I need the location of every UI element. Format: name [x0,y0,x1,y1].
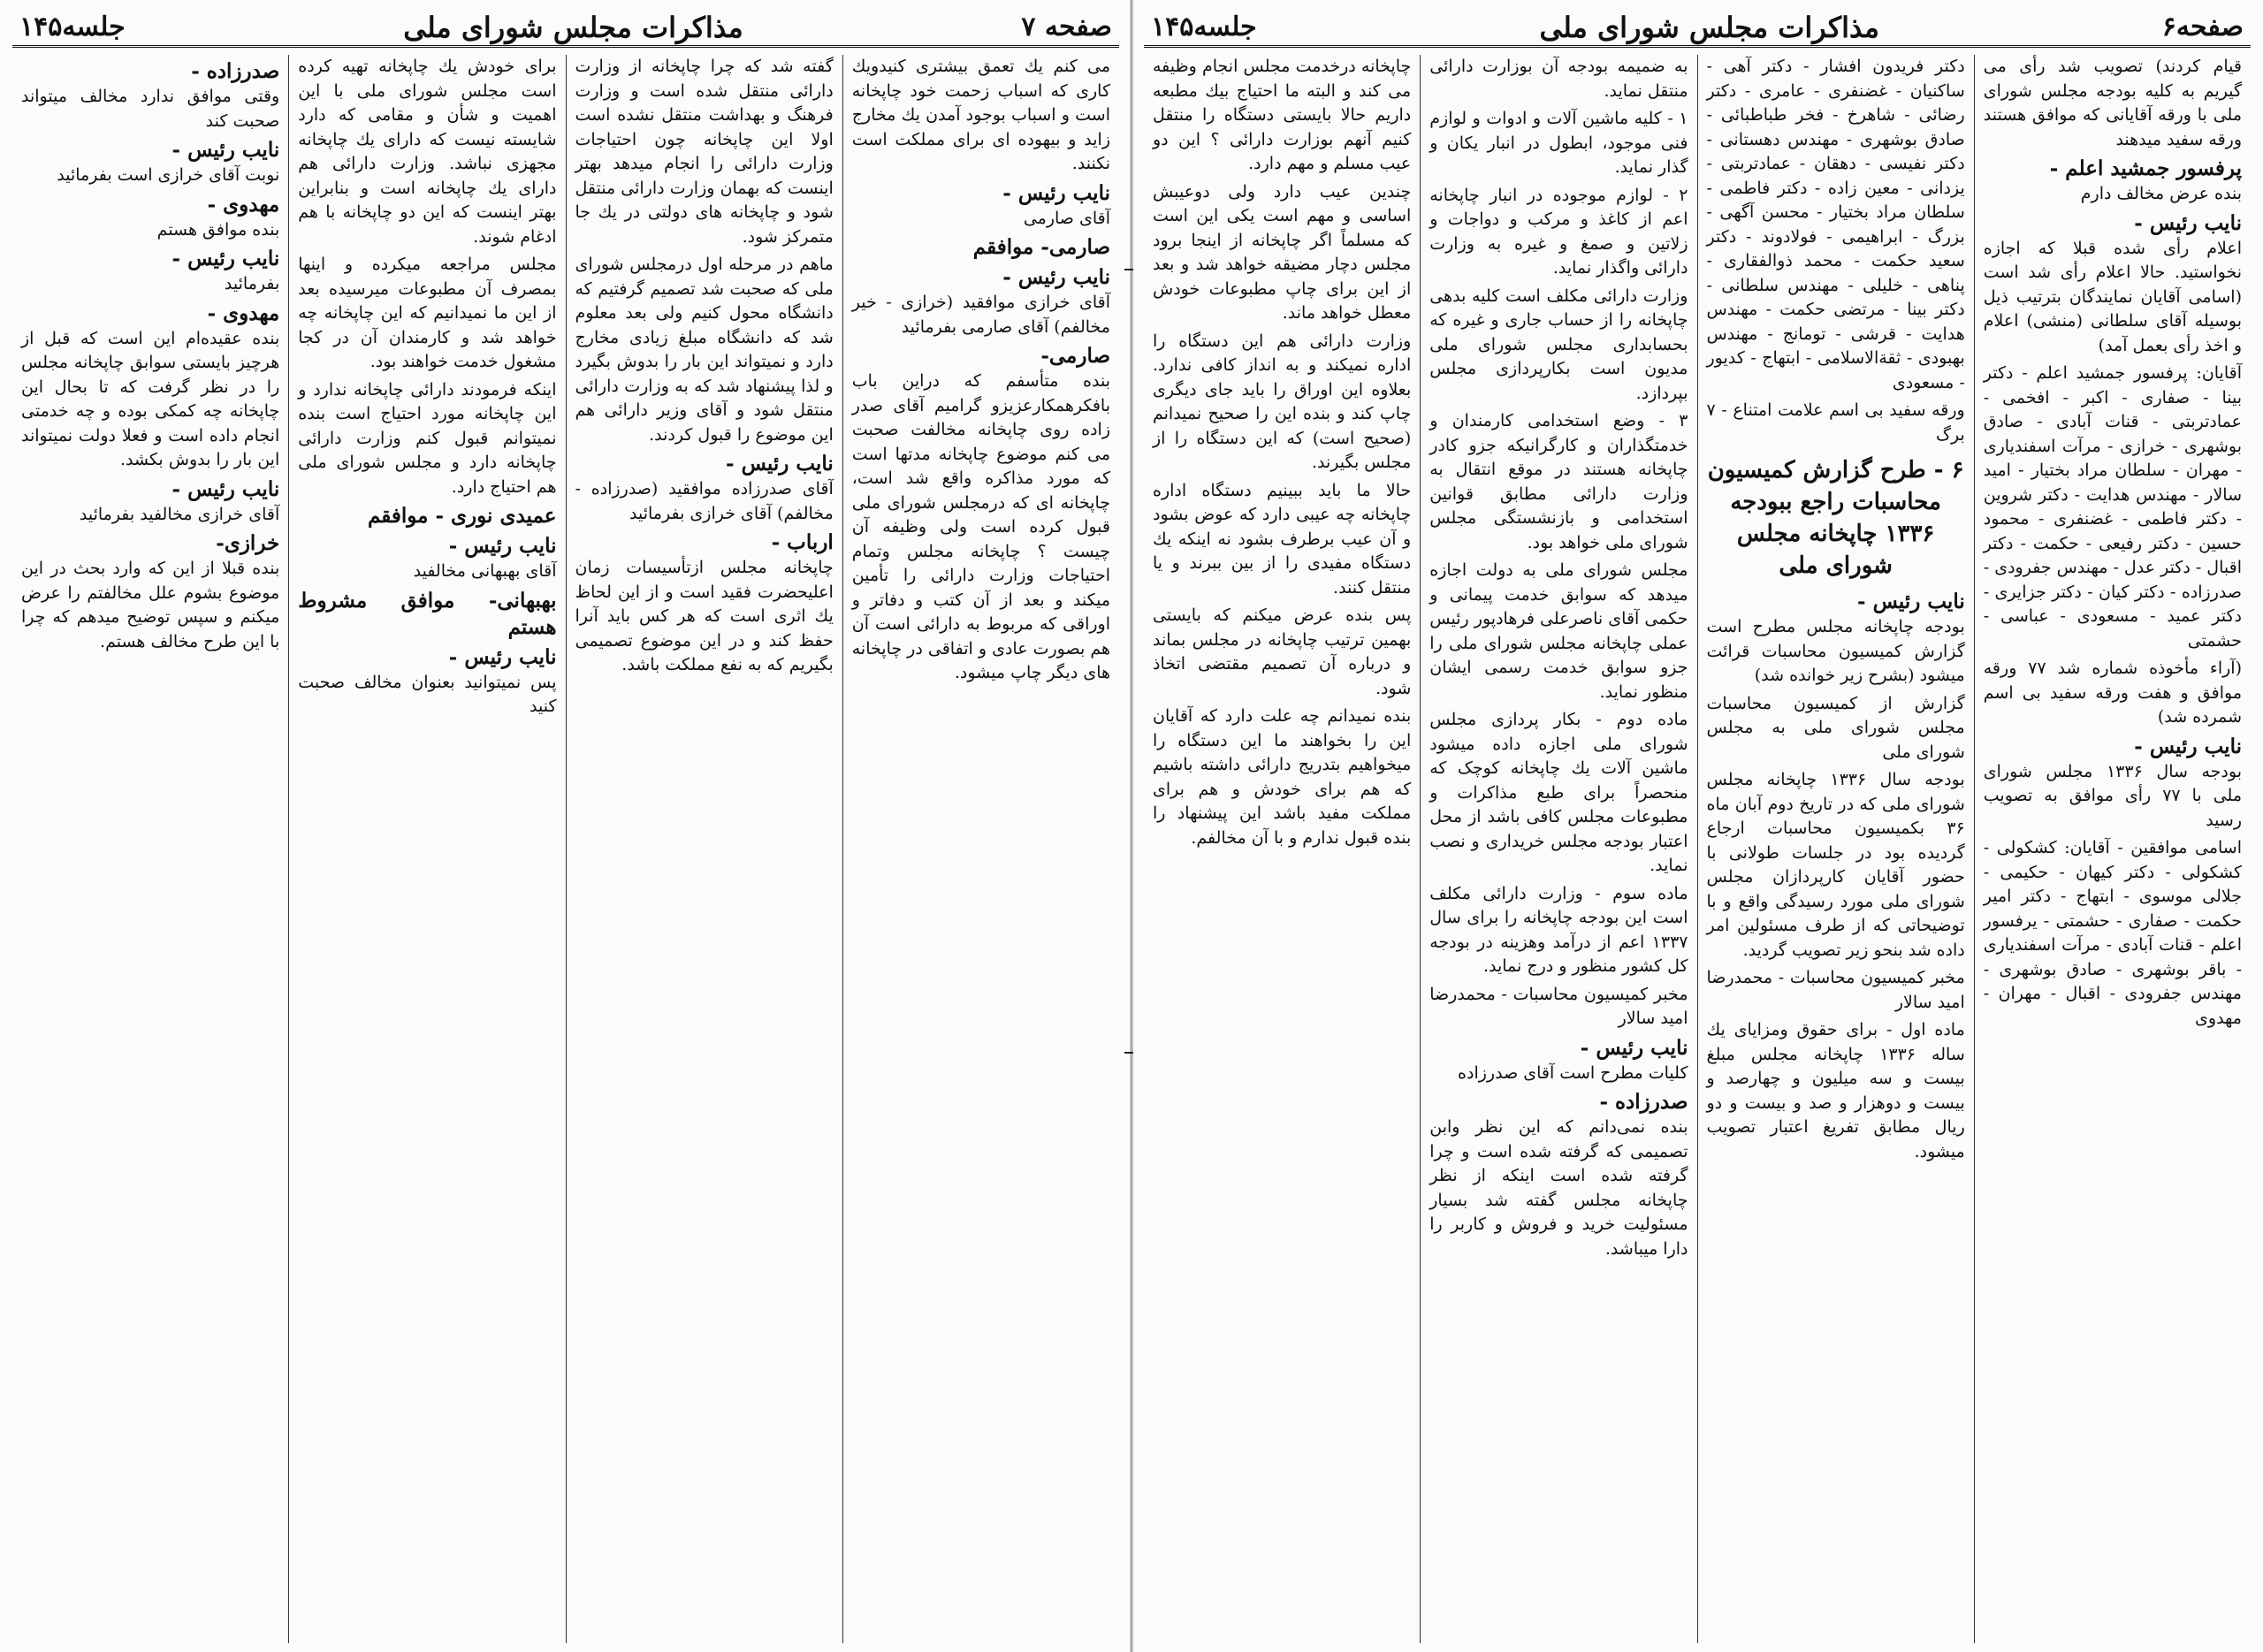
paragraph: پس بنده عرض میکنم که بایستی بهمین ترتیب چاپخانه در مجلس بماند و درباره آن تصمیم مقتضی اتخاذ شود. [1153,605,1412,698]
paragraph: وزارت دارائی هم این دستگاه را اداره نمیکند و به انداز کافی ندارد. بعلاوه این اوراق را باید جای دیگری چاپ کند و بنده این را صحیح نمیدانم (صحیح است) که این دستگاه را از مجلس بگیرند. [1153,331,1412,472]
paragraph: بنده نمیدانم چه علت دارد که آقایان این را بخواهند ما این دستگاه را میخواهیم بتدریج دارائی داشته باشیم که هم برای خودش و هم برای مملکت مفید باشد این پیشنهاد را بنده قبول ندارم و با آن مخالفم. [1153,706,1412,848]
paragraph: می کنم یك تعمق بیشتری کنیدویك کاری که اسباب زحمت خود چاپخانه است و اسباب بوجود آمدن یك مخارج زاید و بیهوده ای برای مملکت است نکنند. [851,57,1110,173]
speaker-name: نایب رئیس - [1580,1035,1688,1060]
paragraph: اینکه فرمودند دارائی چاپخانه ندارد و این چاپخانه مورد احتیاج است بنده نمیتوانم قبول کنم وزارت دارائی چاپخانه دارد و مجلس شورای ملی هم احتیاج دارد. [298,379,557,497]
paragraph: بنده نمی‌دانم که این نظر وابن تصمیمی که گرفته شده است و چرا گرفته شده است اینکه از نظر چاپخانه مجلس گفته شد بسیار مسئولیت خرید و فروش و کاربر را دارا میباشد. [1429,1117,1688,1259]
paragraph: کلیات مطرح است آقای صدرزاده [1458,1062,1688,1083]
paragraph: وزارت دارائی مکلف است کلیه بدهی چاپخانه را از حساب جاری و غیره که بحسابداری مجلس شورای ملی مدیون است بکارپردازی مجلس بپردازد. [1429,285,1688,403]
left-page-number: صفحه ۷ [1021,11,1112,42]
paragraph: ۲ - لوازم موجوده در انبار چاپخانه اعم از کاغذ و مرکب و دواجات و زلاتین و صمغ و غیره به وزارت دارائی واگذار نماید. [1429,185,1688,278]
paragraph: ماده سوم - وزارت دارائی مکلف است این بودجه چاپخانه را برای سال ۱۳۳۷ اعم از درآمد وهزینه در بودجه کل کشور منظور و درج نماید. [1429,883,1688,976]
paragraph: اعلام رأی شده قبلا که اجازه نخواستید. حالا اعلام رأی شد است (اسامی آقایان نمایندگان بترتیب ذیل بوسیله آقای سلطانی (منشی) اعلام و اخذ رأی بعمل آمد) [1983,238,2242,355]
speaker-name: نایب رئیس - [448,644,557,669]
speaker-name: نایب رئیس - [2134,734,2242,758]
paragraph: آقای صارمی [1023,208,1110,228]
speaker-name: صارمی- موافقم [972,235,1110,259]
right-column-4 [1144,55,1420,1643]
paragraph: ماده اول - برای حقوق ومزایای یك ساله ۱۳۳۶ چاپخانه مجلس مبلغ بیست و سه میلیون و چهارصد و بیست و دوهزار و صد و بیست و دو ریال مطابق تفریغ اعتبار تصویب میشود. [1706,1020,1965,1161]
paragraph: ۳ - وضع استخدامی کارمندان و خدمتگذاران و کارگرانیکه جزو کادر چاپخانه هستند در موقع انتقال به وزارت دارائی مطابق قوانین استخدامی و بازنشستگی مجلس شورای ملی خواهد بود. [1429,411,1688,552]
section-heading: ۶ - طرح گزارش کمیسیون محاسبات راجع ببودجه ۱۳۳۶ چاپخانه مجلس شورای ملی [1707,457,1964,579]
paragraph: آقای خرازی مخالفید بفرمائید [79,504,280,524]
paragraph: آقای بهبهانی مخالفید [413,561,557,581]
paragraph: به ضمیمه بودجه آن بوزارت دارائی منتقل نماید. [1429,57,1688,101]
paragraph: آقای صدرزاده موافقید (صدرزاده - مخالفم) آقای خرازی بفرمائید [575,479,834,523]
paragraph: برای خودش یك چاپخانه تهیه کرده است مجلس شورای ملی با این اهمیت و شأن و مقامی که دارد شایسته نیست که دارای یك چاپخانه مجهزی نباشد. وزارت دارائی هم دارای یك چاپخانه است و بنابراین بهتر اینست که این دو چاپخانه با هم ادغام شوند. [298,57,557,247]
paragraph: چندین عیب دارد ولی دوعیبش اساسی و مهم است یکی این است که مسلماً اگر چاپخانه از اینجا برود مجلس دچار مضیقه خواهد شد و بعد از این برای چاپ مطبوعات خودش معطل خواهد ماند. [1153,181,1412,323]
paragraph: بنده موافق هستم [156,219,280,240]
right-session-number: جلسه۱۴۵ [1151,11,1257,42]
speaker-name: نایب رئیس - [171,138,280,162]
paragraph: (آراء مأخوذه شماره شد ۷۷ ورقه موافق و هفت ورقه سفید بی اسم شمرده شد) [1983,659,2242,727]
paragraph: آقای خرازی موافقید (خرازی - خیر مخالفم) آقای صارمی بفرمائید [851,293,1110,337]
speaker-name: نایب رئیس - [171,247,280,270]
speaker-name: صدرزاده - [1599,1090,1688,1114]
speaker-name: مهدوی - [207,301,280,325]
speaker-name: بهبهانی- موافق مشروط هستم [298,588,557,639]
paragraph: قیام کردند) تصویب شد رأی می گیریم به کلیه بودجه مجلس شورای ملی با ورقه آقایانی که موافق هستند ورقه سفید میدهند [1983,57,2242,149]
left-column-1 [842,55,1119,1643]
right-page-number: صفحه۶ [2161,11,2244,42]
paragraph: مخبر کمیسیون محاسبات - محمدرضا امید سالار [1706,968,1965,1012]
right-column-3 [1420,55,1696,1643]
paragraph: مخبر کمیسیون محاسبات - محمدرضا امید سالار [1429,984,1688,1028]
speaker-name: نایب رئیس - [2134,210,2242,235]
speaker-name: صدرزاده - [191,59,280,83]
paragraph: مجلس مراجعه میکرده و اینها بمصرف آن مطبوعات میرسیده بعد از این ما نمیدانیم که این چاپخانه چه خواهد شد و کارمندان آن در کجا مشغول خدمت خواهند بود. [298,255,557,371]
paragraph: بنده عقیده‌ام این است که قبل از هرچیز بایستی سوابق چاپخانه مجلس را در نظر گرفت که تا بحال این چاپخانه چه کمکی بوده و چه خدمتی انجام داده است و فعلا دولت نمیتواند این بار را بدوش بکشد. [21,328,280,469]
left-page-header [12,9,1119,48]
right-column-1 [1974,55,2251,1643]
speaker-name: پرفسور جمشید اعلم - [2049,156,2242,180]
right-page-title: مذاکرات مجلس شورای ملی [1539,10,1879,44]
paragraph: ماهم در مرحله اول درمجلس شورای ملی که صحبت شد تصمیم گرفتیم که دانشگاه محول کنیم ولی بعد معلوم شد که دانشگاه مبلغ زیادی مخارج دارد و نمیتواند این بار را بدوش بگیرد و لذا پیشنهاد شد که به وزارت دارائی منتقل شود و آقای وزیر دارائی هم این موضوع را قبول کردند. [575,255,834,445]
right-page [1132,0,2263,1652]
speaker-name: خرازی- [216,531,280,555]
left-page-columns [12,55,1119,1643]
speaker-name: نایب رئیس - [171,476,280,501]
paragraph: دکتر فریدون افشار - دکتر آهی - ساکنیان - غضنفری - عامری - دکتر رضائی - شاهرخ - فخر طباطبائی - صادق بوشهری - مهندس دهستانی - دکتر نفیسی - دهقان - عمادتربتی - یزدانی - معین زاده - دکتر فاطمی - سلطان مراد بختیار - محسن آگهی - بزرگ - ابراهیمی - فولادوند - دکتر سعید حکمت - محمد ذوالفقاری - پناهی - خلیلی - مهندس سلطانی - دکتر بینا - مرتضی حکمت - مهندس هدایت - قرشی - تومانج - مهندس بهبودی - ثقةالاسلامی - ابتهاج - کدیور - مسعودی [1706,57,1965,392]
left-column-4 [12,55,288,1643]
paragraph: بودجه سال ۱۳۳۶ مجلس شورای ملی با ۷۷ رأی موافق به تصویب رسید [1983,761,2242,830]
left-page-title: مذاکرات مجلس شورای ملی [403,10,743,44]
speaker-name: نایب رئیس - [1857,590,1965,613]
paragraph: بنده قبلا از این که وارد بحث در این موضوع بشوم علل مخالفتم را عرض میکنم و سپس توضیح میدهم که چرا با این طرح مخالف هستم. [21,559,280,651]
right-page-columns [1144,55,2251,1643]
paragraph: بنده متأسفم که دراین باب بافکرهمکارعزیزو گرامیم آقای صدر زاده روی چاپخانه مخالفت صحبت می کنم موضوع چاپخانه مدتها است که مورد مذاکره واقع شد است، چاپخانه ای که درمجلس شورای ملی قبول کرده است ولی وظیفه آن چیست ؟ چاپخانه مجلس وتمام احتیاجات وزارت دارائی را تأمین میکند و بعد از آن کتب و دفاتر و اوراقی که مربوط به دارائی است آن هم بصورت عادی و اتفاقی در چاپخانه های دیگر چاپ میشود. [851,371,1110,682]
paragraph: ورقه سفید بی اسم علامت امتناع - ۷ برگ [1706,400,1965,445]
paragraph: بفرمائید [224,274,280,293]
speaker-name: صارمی- [1040,344,1110,368]
right-column-2 [1697,55,1974,1643]
gutter-mark [1124,1052,1133,1054]
paragraph: اسامی موافقین - آقایان: کشکولی - کشکولی - دکتر کیهان - حکیمی - جلالی موسوی - ابتهاج - دکتر امیر حکمت - صفاری - حشمتی - یرفسور اعلم - قنات آبادی - مرآت اسفندیاری - باقر بوشهری - صادق بوشهری - مهندس جفرودی - اقبال - مهران - مهدوی [1983,838,2242,1028]
paragraph: گفته شد که چرا چاپخانه از وزارت دارائی منتقل شده است و وزارت فرهنگ و بهداشت منتقل نشده است اولا این چاپخانه چون احتیاجات وزارت دارائی را انجام میدهد بهتر اینست که بهمان وزارت دارائی منتقل شود و چاپخانه های دولتی در یك جا متمرکز شود. [575,57,834,247]
left-column-3 [288,55,565,1643]
page-gutter [1130,0,1133,1652]
paragraph: ماده دوم - بکار پردازی مجلس شورای ملی اجازه داده میشود ماشین آلات یك چاپخانه کوچک که منحصراً برای طبع مذاکرات و مطبوعات مجلس کافی باشد از محل اعتبار بودجه مجلس خریداری و نصب نماید. [1429,710,1688,875]
speaker-name: نایب رئیس - [1002,180,1110,205]
paragraph: گزارش از کمیسیون محاسبات مجلس شورای ملی به مجلس شورای ملی [1706,693,1965,762]
paragraph: وقتی موافق ندارد مخالف میتواند صحبت کند [21,87,280,131]
speaker-name: مهدوی - [207,192,280,217]
left-session-number: جلسه۱۴۵ [19,11,126,42]
speaker-name: عمیدی نوری - موافقم [367,504,557,528]
paragraph: حالا ما باید ببینیم دستگاه اداره چاپخانه چه عیبی دارد که عوض بشود و آن عیب برطرف بشود نه اینکه یك دستگاه مفیدی را از بین ببرند و یا منتقل کنند. [1153,480,1412,598]
paragraph: چاپخانه مجلس ازتأسیسات زمان اعلیحضرت فقید است و از این لحاظ یك اثری است که هر کس باید آنرا حفظ کند و در این موضوع تصمیمی بگیریم که به نفع مملکت باشد. [575,558,834,674]
right-page-header [1144,9,2251,48]
gutter-mark [1124,269,1133,270]
speaker-name: نایب رئیس - [448,534,557,558]
speaker-name: نایب رئیس - [726,452,834,476]
paragraph: مجلس شورای ملی به دولت اجازه میدهد که سوابق خدمت پیمانی و حکمی آقای ناصرعلی فرهادپور رئیس عملی چاپخانه مجلس شورای ملی را جزو سوابق خدمت رسمی ایشان منظور نماید. [1429,560,1688,702]
paragraph: بودجه چاپخانه مجلس مطرح است گزارش کمیسیون محاسبات قرائت میشود (بشرح زیر خوانده شد) [1706,617,1965,685]
paragraph: پس نمیتوانید بعنوان مخالف صحبت کنید [298,672,557,716]
paragraph: نوبت آقای خرازی است بفرمائید [57,165,280,185]
speaker-name: ارباب - [771,530,834,554]
speaker-name: نایب رئیس - [1002,265,1110,289]
paragraph: بنده عرض مخالف دارم [2080,184,2242,203]
paragraph: ۱ - کلیه ماشین آلات و ادوات و لوازم فنی موجود، ابطول در انبار یکان و گذار نماید. [1429,109,1688,177]
paragraph: بودجه سال ۱۳۳۶ چاپخانه مجلس شورای ملی که در تاریخ دوم آبان ماه ۳۶ بکمیسیون محاسبات ارجاع گردیده بود در جلسات طولانی با حضور آقایان کارپردازان مجلس شورای ملی مورد رسیدگی واقع و با توضیحاتی که از طرف مسئولین امر داده شد بنحو زیر تصویب گردید. [1706,770,1965,960]
paragraph: آقایان: پرفسور جمشید اعلم - دکتر بینا - صفاری - اکبر - افخمی - عمادتربتی - قنات آبادی - صادق بوشهری - خرازی - مرآت اسفندیاری - مهران - سلطان مراد بختیار - امید سالار - مهندس هدایت - دکتر شروین - دکتر فاطمی - غضنفری - محمود حسین - دکتر رفیعی - حکمت - دکتر اقبال - دکتر عدل - مهندس جفرودی - صدرزاده - دکتر کیان - دکتر جزایری - دکتر عمید - مسعودی - عباسی - حشمتی [1983,363,2242,651]
paragraph: چاپخانه درخدمت مجلس انجام وظیفه می کند و البته ما احتیاج بیك مطبعه داریم حالا بایستی دستگاه را منتقل کنیم آنهم بوزارت دارائی ؟ این دو عیب مسلم و مهم دارد. [1153,57,1412,173]
left-column-2 [566,55,842,1643]
